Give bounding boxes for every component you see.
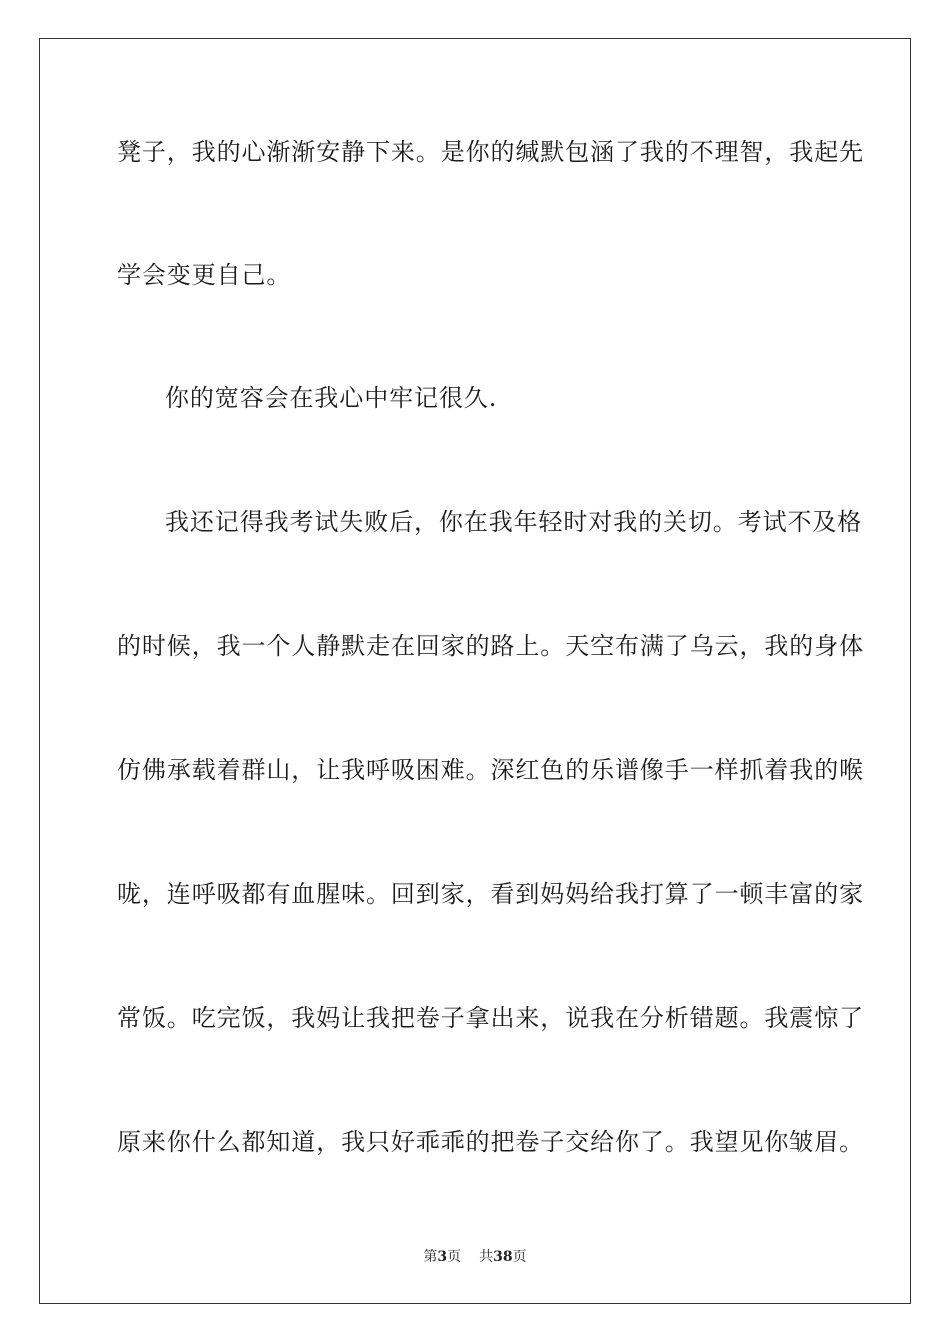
paragraph-start-line-4: 我还记得我考试失败后，你在我年轻时对我的关切。考试不及格 (165, 508, 863, 536)
text-line-8: 常饭。吃完饭，我妈让我把卷子拿出来，说我在分析错题。我震惊了 (117, 1004, 864, 1032)
total-label-prefix: 共 (479, 1249, 494, 1265)
text-line-9: 原来你什么都知道，我只好乖乖的把卷子交给你了。我望见你皱眉。 (117, 1128, 864, 1156)
page-border (39, 38, 911, 1304)
page-label-suffix: 页 (447, 1249, 462, 1265)
text-line-1: 凳子，我的心渐渐安静下来。是你的缄默包涵了我的不理智，我起先 (117, 138, 864, 166)
text-line-7: 咙，连呼吸都有血腥味。回到家，看到妈妈给我打算了一顿丰富的家 (117, 880, 864, 908)
page-number: 3 (437, 1249, 448, 1265)
page-footer (0, 1248, 950, 1266)
page-label-prefix: 第 (423, 1249, 438, 1265)
total-label-suffix: 页 (512, 1249, 527, 1265)
text-line-6: 仿佛承载着群山，让我呼吸困难。深红色的乐谱像手一样抓着我的喉 (117, 756, 864, 784)
total-pages: 38 (493, 1249, 513, 1265)
text-line-5: 的时候，我一个人静默走在回家的路上。天空布满了乌云，我的身体 (117, 632, 864, 660)
paragraph-start-line-3: 你的宽容会在我心中牢记很久. (165, 384, 498, 412)
text-line-2: 学会变更自己。 (117, 261, 292, 289)
